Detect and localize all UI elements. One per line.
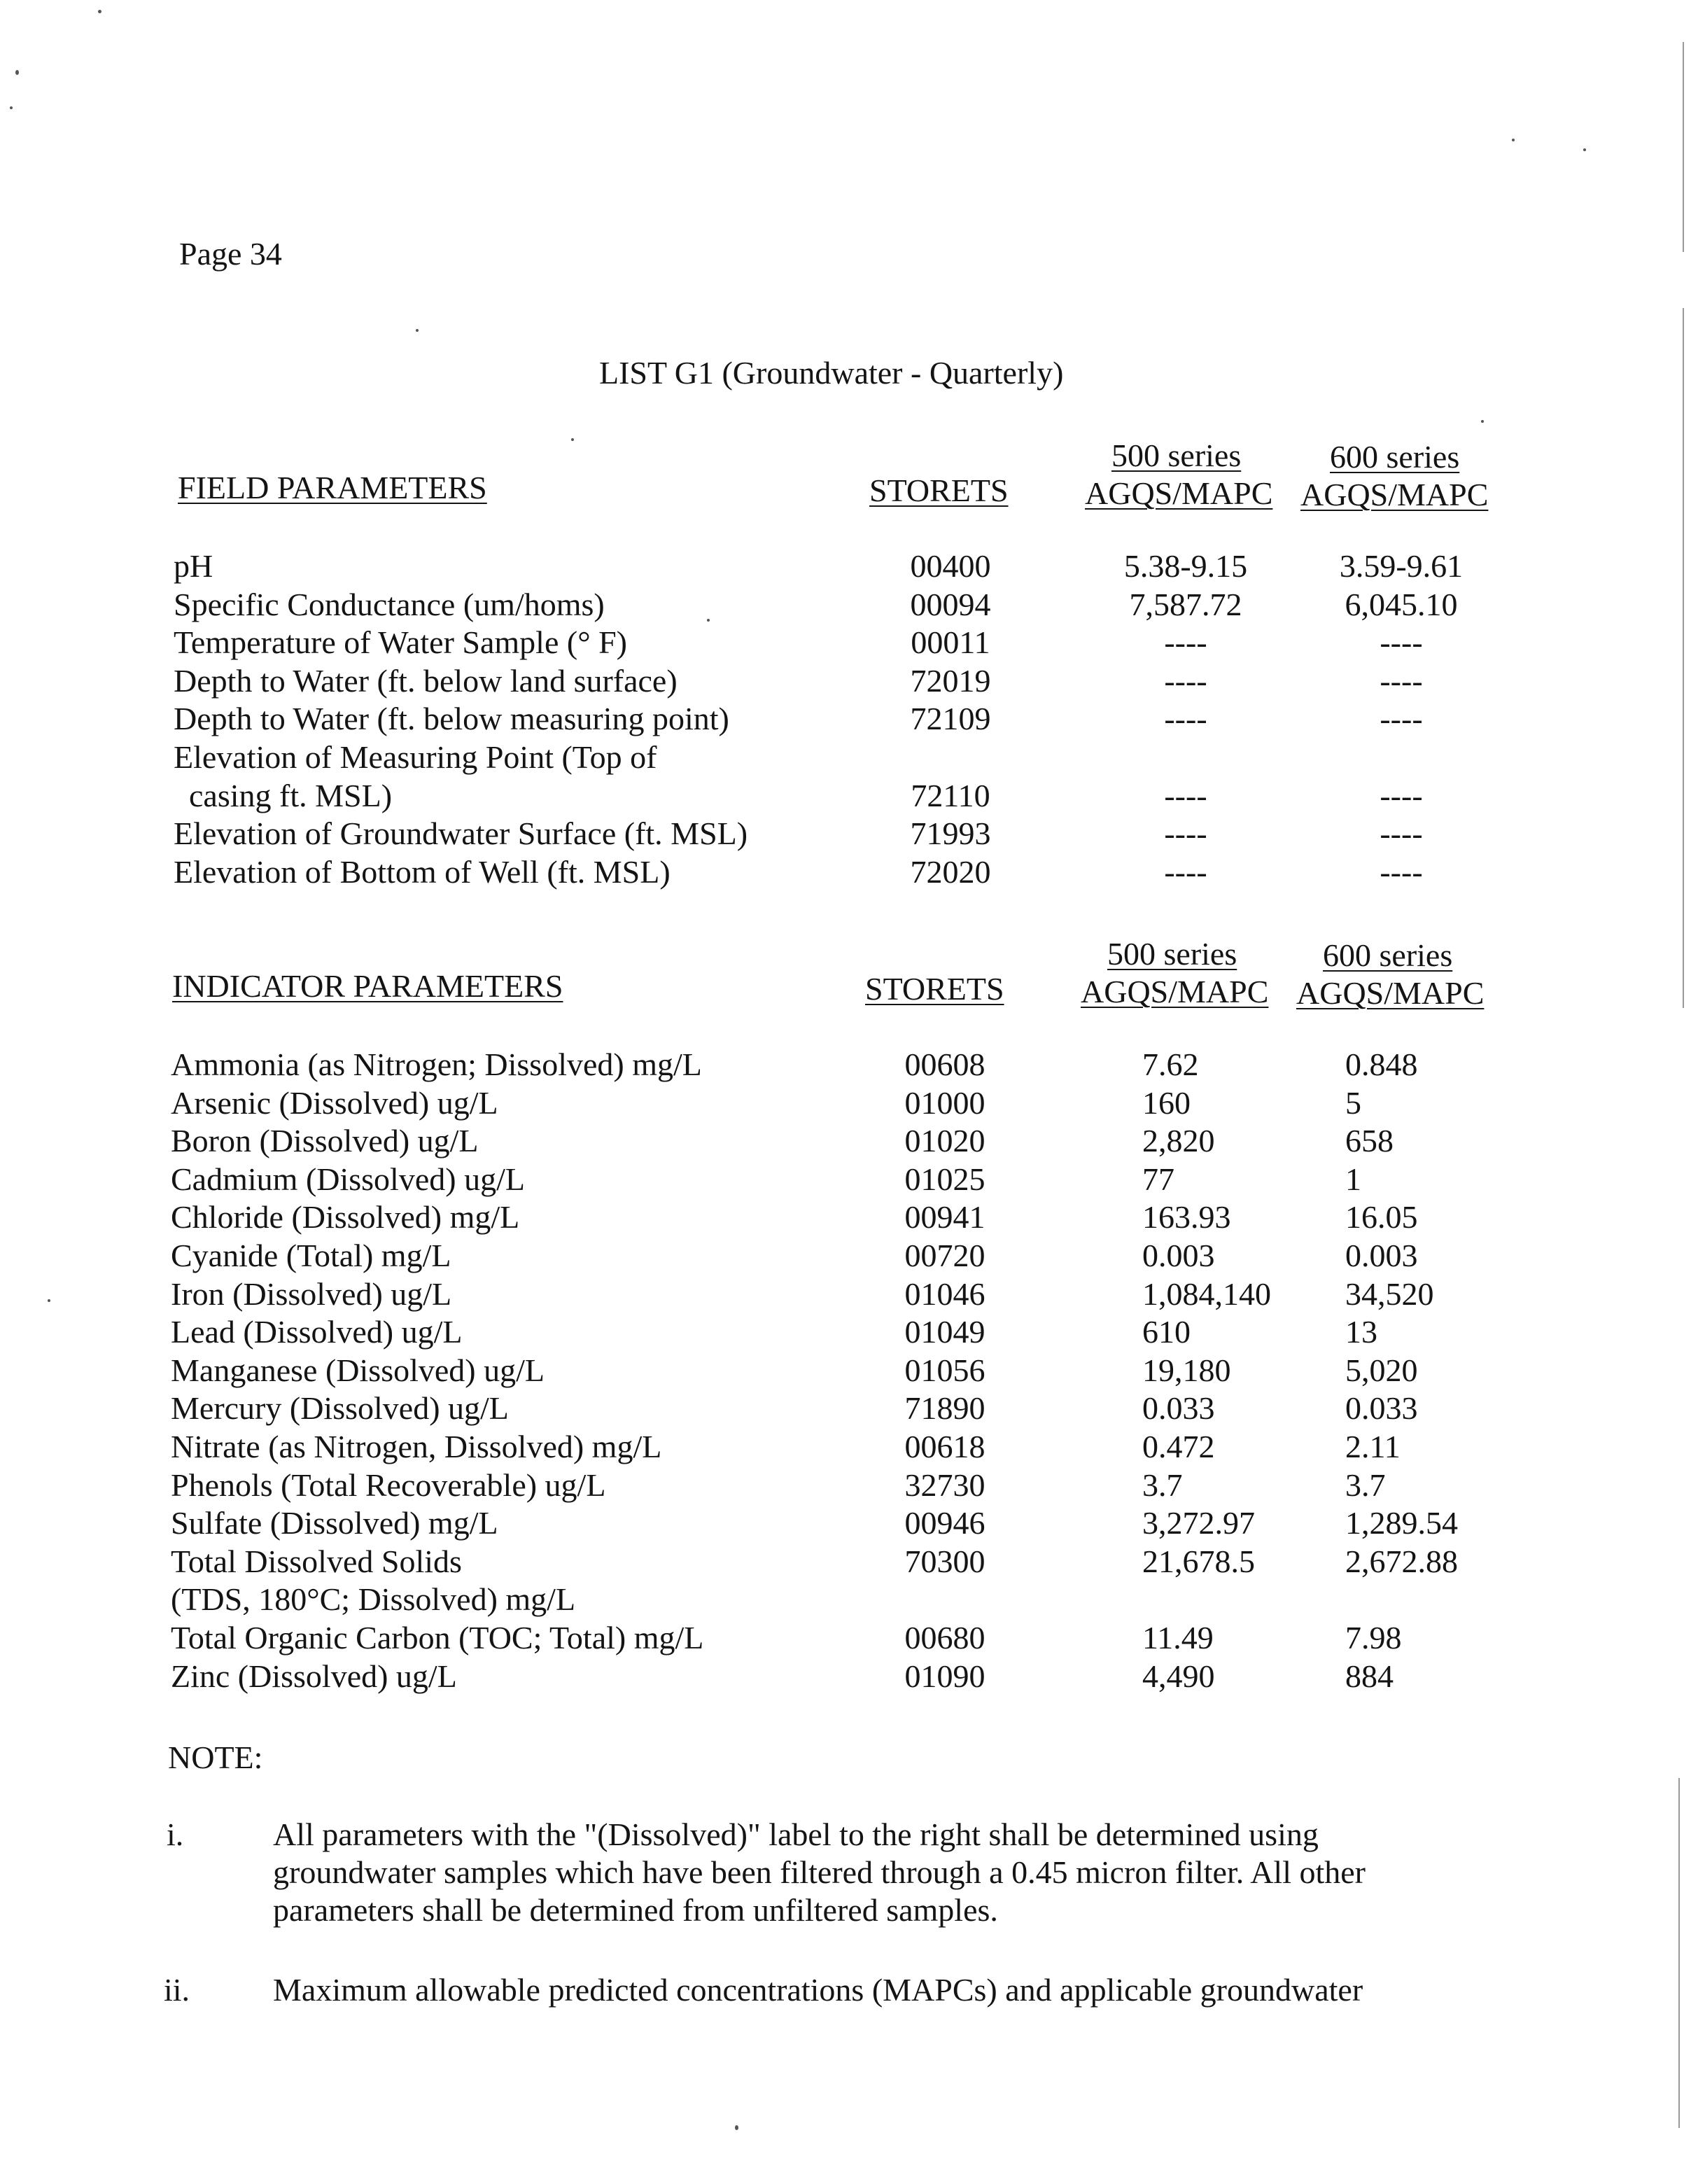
value-500-series: 2,820 [1142, 1123, 1215, 1159]
indicator-col500-bottom: AGQS/MAPC [1081, 974, 1269, 1009]
storet-code: 70300 [904, 1543, 985, 1579]
storet-code: 32730 [904, 1466, 985, 1503]
value-500-series: 0.472 [1142, 1429, 1215, 1464]
storet-code: 00608 [904, 1046, 985, 1082]
value-500-series: 5.38-9.15 [1123, 548, 1248, 584]
scan-speck [416, 329, 419, 332]
parameter-name-continued: (TDS, 180°C; Dissolved) mg/L [171, 1581, 576, 1618]
storet-code: 71890 [904, 1390, 985, 1427]
storet-code: 00941 [904, 1199, 985, 1236]
parameter-name: Cadmium (Dissolved) ug/L [171, 1161, 525, 1197]
scan-edge-mark [1683, 308, 1684, 1008]
storet-code: 00680 [904, 1620, 985, 1656]
storet-code: 01090 [904, 1658, 985, 1694]
field-storets-header: STORETS [869, 472, 1009, 508]
value-600-series: 34,520 [1345, 1275, 1434, 1312]
storet-code: 00946 [904, 1505, 985, 1541]
field-col500-bottom: AGQS/MAPC [1085, 475, 1273, 511]
storet-code: 00720 [904, 1238, 985, 1273]
indicator-section-label: INDICATOR PARAMETERS [172, 968, 563, 1004]
value-500-series: 1,084,140 [1142, 1275, 1271, 1312]
storet-code: 72109 [910, 701, 991, 737]
value-600-series: 0.003 [1345, 1238, 1418, 1273]
value-500-series: 7.62 [1142, 1046, 1199, 1082]
value-600-series: 7.98 [1345, 1620, 1402, 1656]
storet-code: 01049 [904, 1314, 985, 1350]
value-600-series: ---- [1380, 816, 1423, 852]
value-600-series: 2.11 [1345, 1429, 1401, 1464]
note-marker: ii. [164, 1972, 190, 2008]
value-500-series: 0.033 [1142, 1390, 1215, 1427]
storet-code: 72020 [910, 853, 991, 890]
value-500-series: 19,180 [1142, 1352, 1231, 1388]
field-col600-top: 600 series [1330, 439, 1460, 475]
scan-speck [1481, 420, 1484, 423]
value-500-series: 77 [1142, 1161, 1174, 1197]
storet-code: 01056 [904, 1352, 985, 1388]
value-500-series: ---- [1164, 662, 1207, 699]
parameter-name: Mercury (Dissolved) ug/L [171, 1390, 509, 1427]
parameter-name: Specific Conductance (um/homs) [174, 586, 605, 622]
parameter-name: Elevation of Measuring Point (Top of [174, 739, 657, 775]
storet-code: 01020 [904, 1123, 985, 1159]
value-600-series: 658 [1345, 1123, 1394, 1159]
indicator-col600-top: 600 series [1323, 937, 1453, 973]
value-500-series: 3.7 [1142, 1466, 1183, 1503]
parameter-name: Total Organic Carbon (TOC; Total) mg/L [171, 1620, 704, 1656]
value-600-series: 1,289.54 [1345, 1505, 1458, 1541]
indicator-col600-bottom: AGQS/MAPC [1296, 975, 1485, 1011]
storet-code: 01000 [904, 1084, 985, 1121]
value-600-series: 6,045.10 [1345, 586, 1458, 622]
storet-code: 00618 [904, 1429, 985, 1464]
scan-edge-mark [1683, 42, 1684, 252]
parameter-name: Arsenic (Dissolved) ug/L [171, 1084, 498, 1121]
storet-code: 71993 [910, 816, 991, 852]
storet-code: 00011 [911, 624, 990, 661]
value-500-series: 4,490 [1142, 1658, 1215, 1694]
storet-code: 00400 [910, 548, 991, 584]
parameter-name: Ammonia (as Nitrogen; Dissolved) mg/L [171, 1046, 702, 1082]
note-label: NOTE: [168, 1740, 263, 1775]
parameter-name: Temperature of Water Sample (° F) [174, 624, 627, 661]
parameter-name: Boron (Dissolved) ug/L [171, 1123, 479, 1159]
value-500-series: 163.93 [1142, 1199, 1231, 1236]
parameter-name: Depth to Water (ft. below land surface) [174, 662, 678, 699]
parameter-name: Elevation of Groundwater Surface (ft. MSL) [174, 816, 748, 852]
field-col600-bottom: AGQS/MAPC [1300, 477, 1489, 512]
parameter-name: Total Dissolved Solids [171, 1543, 462, 1579]
value-600-series: 0.033 [1345, 1390, 1418, 1427]
scan-edge-mark [1678, 1778, 1680, 2128]
storet-code: 72019 [910, 662, 991, 699]
value-600-series: 13 [1345, 1314, 1377, 1350]
parameter-name-continued: casing ft. MSL) [189, 777, 393, 813]
parameter-name: Depth to Water (ft. below measuring point) [174, 701, 729, 737]
scan-speck [48, 1299, 50, 1302]
scan-speck [1512, 139, 1515, 141]
parameter-name: Sulfate (Dissolved) mg/L [171, 1505, 498, 1541]
scan-speck [98, 10, 101, 13]
value-600-series: ---- [1380, 624, 1423, 661]
scan-speck [735, 2125, 738, 2130]
parameter-name: Chloride (Dissolved) mg/L [171, 1199, 520, 1236]
value-600-series: ---- [1380, 853, 1423, 890]
value-600-series: 1 [1345, 1161, 1361, 1197]
value-600-series: 5 [1345, 1084, 1361, 1121]
parameter-name: Nitrate (as Nitrogen, Dissolved) mg/L [171, 1429, 662, 1464]
parameter-name: Phenols (Total Recoverable) ug/L [171, 1466, 606, 1503]
value-600-series: 2,672.88 [1345, 1543, 1458, 1579]
scan-speck [1583, 148, 1586, 151]
parameter-name: Zinc (Dissolved) ug/L [171, 1658, 457, 1694]
note-marker: i. [167, 1816, 184, 1852]
value-500-series: 3,272.97 [1142, 1505, 1255, 1541]
value-500-series: 7,587.72 [1129, 586, 1242, 622]
value-500-series: 0.003 [1142, 1238, 1215, 1273]
value-600-series: 3.7 [1345, 1466, 1386, 1503]
value-600-series: ---- [1380, 777, 1423, 813]
indicator-col500-top: 500 series [1107, 936, 1237, 972]
storet-code: 00094 [910, 586, 991, 622]
storet-code: 01025 [904, 1161, 985, 1197]
value-500-series: ---- [1164, 624, 1207, 661]
list-title: LIST G1 (Groundwater - Quarterly) [599, 355, 1064, 391]
scan-speck [707, 619, 710, 622]
parameter-name: Elevation of Bottom of Well (ft. MSL) [174, 853, 671, 890]
value-600-series: 884 [1345, 1658, 1394, 1694]
parameter-name: Manganese (Dissolved) ug/L [171, 1352, 545, 1388]
value-500-series: ---- [1164, 816, 1207, 852]
parameter-name: Cyanide (Total) mg/L [171, 1238, 451, 1273]
value-500-series: 610 [1142, 1314, 1191, 1350]
value-500-series: ---- [1164, 777, 1207, 813]
page-number: Page 34 [179, 236, 282, 272]
parameter-name: Lead (Dissolved) ug/L [171, 1314, 463, 1350]
field-section-label: FIELD PARAMETERS [178, 470, 487, 505]
scan-speck [15, 70, 19, 75]
note-text: All parameters with the "(Dissolved)" label to the right shall be determined using groundwater samples which have been filtered through a 0.45 micron filter. All other parameters shall be determined from unfiltered samples. [273, 1816, 1366, 1928]
storet-code: 01046 [904, 1275, 985, 1312]
field-col500-top: 500 series [1111, 438, 1242, 473]
value-500-series: ---- [1164, 701, 1207, 737]
note-text: Maximum allowable predicted concentrations (MAPCs) and applicable groundwater [273, 1972, 1363, 2008]
value-600-series: ---- [1380, 662, 1423, 699]
indicator-storets-header: STORETS [865, 971, 1004, 1007]
value-600-series: 0.848 [1345, 1046, 1418, 1082]
value-600-series: 3.59-9.61 [1339, 548, 1464, 584]
value-500-series: 160 [1142, 1084, 1191, 1121]
storet-code: 72110 [911, 777, 990, 813]
parameter-name: Iron (Dissolved) ug/L [171, 1275, 452, 1312]
scan-speck [571, 438, 574, 441]
value-600-series: ---- [1380, 701, 1423, 737]
value-600-series: 5,020 [1345, 1352, 1418, 1388]
value-500-series: 11.49 [1142, 1620, 1214, 1656]
value-500-series: 21,678.5 [1142, 1543, 1255, 1579]
value-600-series: 16.05 [1345, 1199, 1418, 1236]
scan-speck [10, 106, 13, 109]
parameter-name: pH [174, 548, 213, 584]
value-500-series: ---- [1164, 853, 1207, 890]
